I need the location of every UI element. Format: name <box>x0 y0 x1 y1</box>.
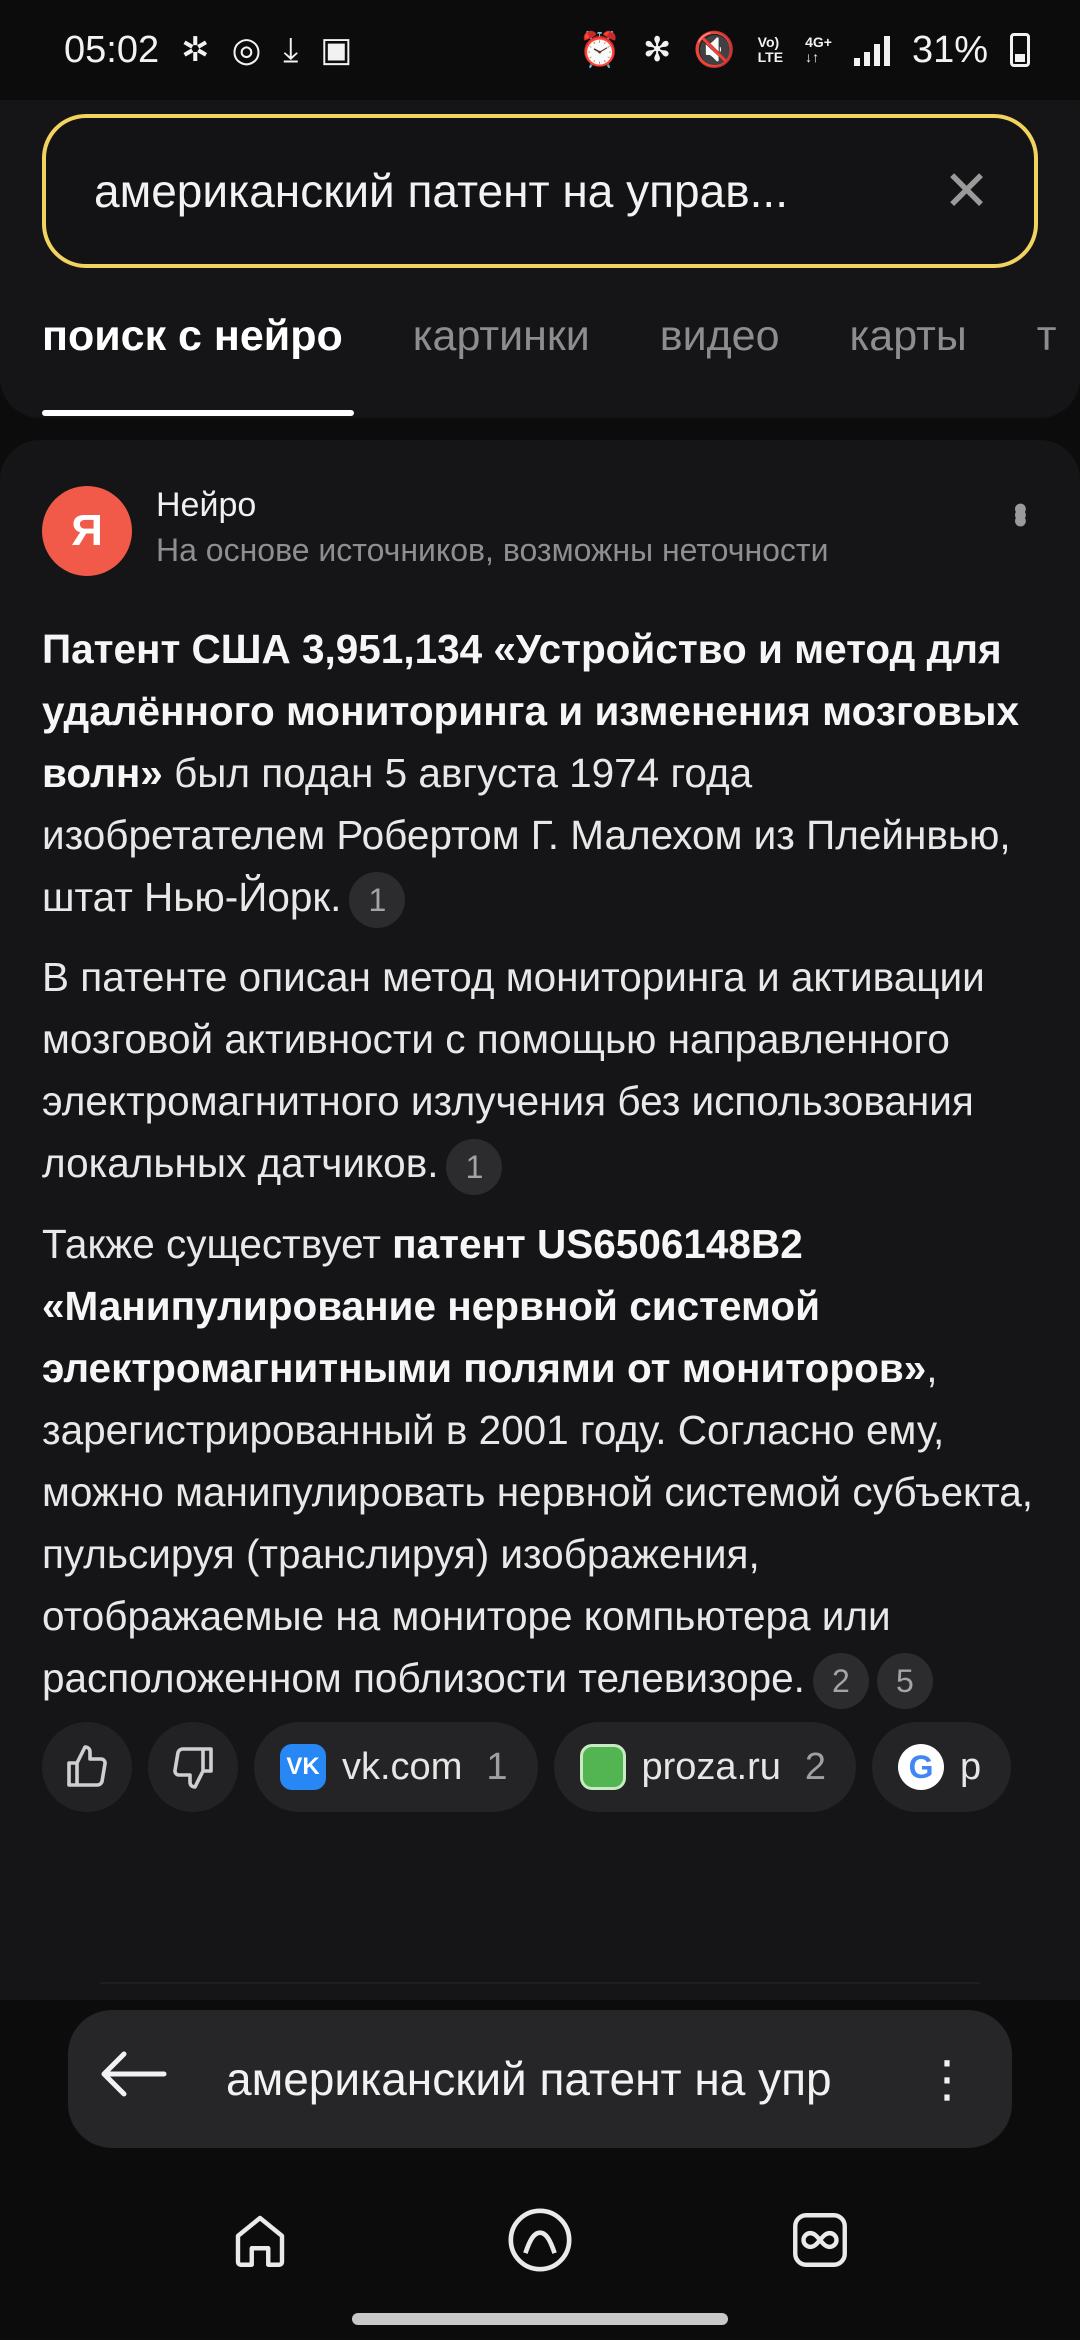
fan-icon: ✲ <box>181 31 210 69</box>
home-icon[interactable] <box>225 2205 295 2275</box>
bottom-search-query[interactable]: американский патент на упр <box>226 2053 832 2105</box>
source-chip-google[interactable] <box>872 1722 1011 1812</box>
tab-more[interactable]: т <box>1036 312 1057 360</box>
answer-actions <box>42 1722 1042 1812</box>
google-icon: G <box>898 1744 944 1790</box>
neiro-subtitle: На основе источников, возможны неточности <box>156 532 829 568</box>
answer-text-span: Также существует <box>42 1220 393 1267</box>
lte-label: LTE <box>757 49 784 65</box>
source-count: 2 <box>804 1745 827 1788</box>
answer-text <box>42 618 1042 1727</box>
tab-video[interactable]: видео <box>659 312 780 360</box>
citation-badge[interactable]: 1 <box>349 872 405 928</box>
source-name: p <box>960 1745 982 1788</box>
divider <box>100 1982 980 1984</box>
answer-bold: Патент США 3,951,134 «Устройство и метод для удалённого мониторинга и изменения мозговых волн» <box>42 626 1020 796</box>
menu-kebab-icon[interactable]: ⋮ <box>922 2051 972 2107</box>
network-indicator <box>805 35 832 65</box>
source-name: vk.com <box>342 1745 463 1788</box>
citation-badge[interactable]: 5 <box>877 1653 933 1709</box>
tab-images[interactable]: картинки <box>412 312 590 360</box>
signal-icon <box>854 34 890 66</box>
volte-indicator <box>758 35 783 65</box>
answer-text-span: В патенте описан метод мониторинга и активации мозговой активности с помощью направленного электромагнитного излучения без использования локальных датчиков. <box>42 954 985 1187</box>
status-left <box>64 29 352 72</box>
answer-paragraph <box>42 618 1042 928</box>
bluetooth-icon: ✻ <box>642 31 672 69</box>
status-bar <box>0 0 1080 100</box>
thumbs-down-icon <box>169 1743 217 1791</box>
battery-percent: 31% <box>911 28 988 71</box>
status-time: 05:02 <box>64 28 160 71</box>
active-tab-indicator <box>42 410 354 416</box>
source-name: proza.ru <box>641 1745 781 1788</box>
neiro-header <box>42 486 1042 586</box>
answer-paragraph <box>42 1213 1042 1709</box>
mute-icon: 🔇 <box>693 31 736 69</box>
tab-neiro-search[interactable]: поиск с нейро <box>42 312 343 360</box>
answer-bold: патент US6506148B2 «Манипулирование нервной системой электромагнитными полями от мониторов» <box>42 1220 927 1391</box>
battery-icon <box>1010 33 1030 67</box>
neiro-logo-icon: Я <box>42 486 132 576</box>
alice-icon[interactable] <box>505 2205 575 2275</box>
citation-badge[interactable]: 1 <box>446 1139 502 1195</box>
bottom-search-bar[interactable] <box>68 2010 1012 2148</box>
citation-badge[interactable]: 2 <box>813 1653 869 1709</box>
neiro-answer-card <box>0 440 1080 2000</box>
neiro-name: Нейро <box>156 486 257 524</box>
alarm-icon: ⏰ <box>578 31 621 69</box>
vk-icon: VK <box>280 1744 326 1790</box>
source-count: 1 <box>486 1745 508 1788</box>
close-icon[interactable]: ✕ <box>943 159 990 222</box>
search-box[interactable] <box>42 114 1038 268</box>
tabs-switcher-icon[interactable] <box>785 2205 855 2275</box>
volte-label: Vo) <box>757 34 780 50</box>
more-options-icon[interactable]: ••• <box>998 502 1042 521</box>
gesture-home-bar[interactable] <box>352 2313 728 2325</box>
answer-paragraph <box>42 946 1042 1194</box>
bottom-navigation <box>0 2180 1080 2300</box>
gallery-icon: ▣ <box>320 31 353 69</box>
back-arrow-icon[interactable] <box>98 2047 198 2112</box>
network-label: 4G+ <box>805 34 832 50</box>
source-chip-proza[interactable] <box>554 1722 857 1812</box>
tab-maps[interactable]: карты <box>849 312 967 360</box>
sync-icon: ◎ <box>231 31 262 69</box>
answer-text-span: был подан 5 августа 1974 года изобретателем Робертом Г. Малехом из Плейнвью, штат Нью-Йорк. <box>42 750 1011 920</box>
answer-text-span: , зарегистрированный в 2001 году. Согласно ему, можно манипулировать нервной системой субъекта, пульсируя (транслируя) изображения, отображаемые на мониторе компьютера или расположенном поблизости телевизоре. <box>42 1344 1034 1701</box>
data-arrows-icon: ↓↑ <box>805 49 820 65</box>
search-tabs <box>42 312 1056 361</box>
search-input[interactable]: американский патент на управ... <box>94 165 788 217</box>
top-panel <box>0 100 1080 418</box>
source-chip-vk[interactable] <box>254 1722 538 1812</box>
dislike-button[interactable] <box>148 1722 238 1812</box>
proza-icon <box>580 1744 626 1790</box>
like-button[interactable] <box>42 1722 132 1812</box>
download-icon: ⤓ <box>283 31 299 69</box>
status-right <box>578 29 1030 72</box>
thumbs-up-icon <box>63 1743 111 1791</box>
